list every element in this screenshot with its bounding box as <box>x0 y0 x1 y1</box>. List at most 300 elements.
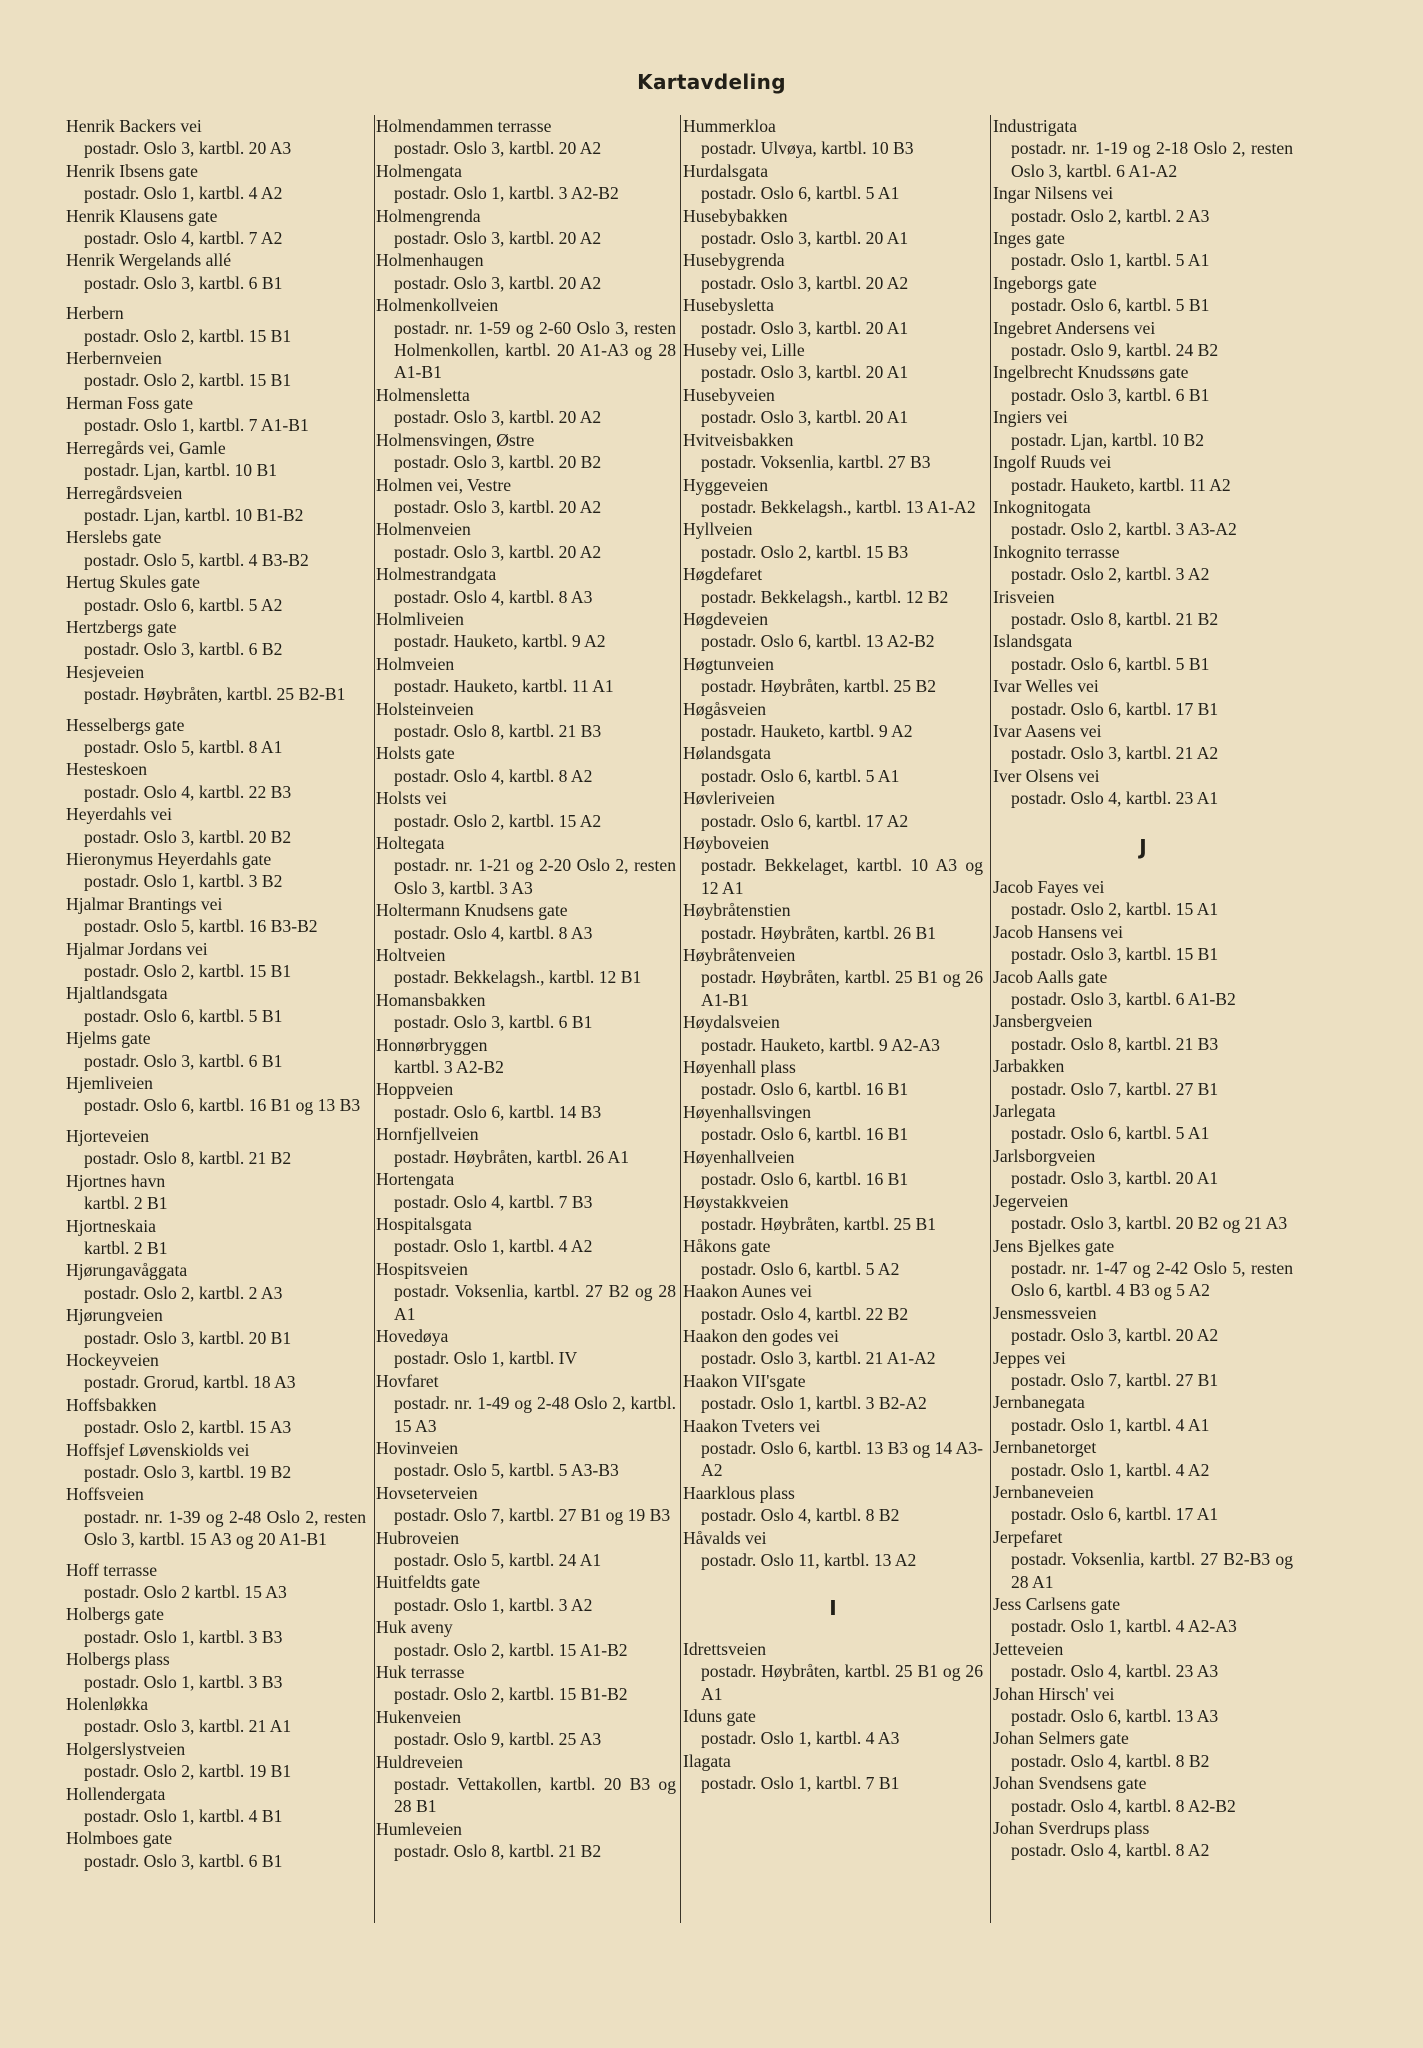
postal-address: postadr. Oslo 2, kartbl. 2 A3 <box>84 1282 283 1303</box>
street-entry <box>683 1325 983 1370</box>
postal-address: postadr. Hauketo, kartbl. 9 A2 <box>394 631 606 652</box>
postal-address: postadr. Voksenlia, kartbl. 27 B2 og 28 A1 <box>394 1281 676 1324</box>
street-name: Haakon VII'sgate <box>683 1370 806 1391</box>
postal-address: postadr. Høybråten, kartbl. 25 B1 og 26 A1 <box>701 1661 983 1704</box>
street-name: Hjalmar Jordans vei <box>66 938 208 959</box>
street-entry <box>683 899 983 944</box>
postal-address: postadr. Oslo 1, kartbl. 4 A2-A3 <box>1011 1616 1237 1637</box>
street-name: Holmboes gate <box>66 1828 173 1849</box>
street-name: Holsteinveien <box>376 698 474 719</box>
street-entry <box>66 1483 366 1550</box>
street-entry <box>376 1213 676 1258</box>
postal-address: kartbl. 2 B1 <box>84 1237 168 1258</box>
street-name: Ingar Nilsens vei <box>993 183 1114 204</box>
postal-address: postadr. Ulvøya, kartbl. 10 B3 <box>701 138 914 159</box>
street-entry <box>683 1101 983 1146</box>
street-entry <box>683 115 983 160</box>
street-entry <box>683 1705 983 1750</box>
postal-address: postadr. Oslo 6, kartbl. 14 B3 <box>394 1101 602 1122</box>
street-name: Hovseterveien <box>376 1482 478 1503</box>
street-entry <box>376 429 676 474</box>
section-letter: I <box>829 1596 837 1621</box>
street-entry <box>376 944 676 989</box>
street-entry <box>376 1034 676 1079</box>
postal-address: postadr. Oslo 9, kartbl. 24 B2 <box>1011 340 1219 361</box>
postal-address: postadr. Oslo 1, kartbl. 3 B3 <box>84 1626 283 1647</box>
postal-address: postadr. Oslo 4, kartbl. 8 A2 <box>1011 1840 1210 1861</box>
street-entry <box>993 921 1293 966</box>
street-entry <box>993 1526 1293 1593</box>
postal-address: postadr. Oslo 3, kartbl. 6 B1 <box>1011 384 1210 405</box>
postal-address: postadr. Oslo 6, kartbl. 5 A1 <box>701 183 900 204</box>
street-name: Hesteskoen <box>66 759 148 780</box>
street-name: Hovinveien <box>376 1437 459 1458</box>
postal-address: postadr. Oslo 1, kartbl. 4 B1 <box>84 1806 283 1827</box>
street-name: Haakon Aunes vei <box>683 1281 812 1302</box>
street-name: Holtveien <box>376 945 446 966</box>
postal-address: postadr. Oslo 3, kartbl. 20 A2 <box>394 407 602 428</box>
street-entry <box>66 249 366 294</box>
postal-address: postadr. Bekkelagsh., kartbl. 12 B1 <box>394 967 642 988</box>
street-entry <box>66 302 366 347</box>
street-entry <box>66 893 366 938</box>
street-name: Håkons gate <box>683 1236 771 1257</box>
postal-address: postadr. Oslo 7, kartbl. 27 B1 <box>1011 1369 1219 1390</box>
postal-address: postadr. Oslo 5, kartbl. 4 B3-B2 <box>84 549 309 570</box>
street-entry <box>376 832 676 899</box>
postal-address: postadr. Oslo 3, kartbl. 20 B2 og 21 A3 <box>1011 1213 1288 1234</box>
street-name: Holmestrandgata <box>376 564 497 585</box>
street-name: Huseby vei, Lille <box>683 340 805 361</box>
street-entry <box>993 1638 1293 1683</box>
street-name: Hertug Skules gate <box>66 572 200 593</box>
street-name: Henrik Ibsens gate <box>66 160 198 181</box>
postal-address: postadr. Bekkelagsh., kartbl. 13 A1-A2 <box>701 496 976 517</box>
postal-address: postadr. nr. 1-21 og 2-20 Oslo 2, resten Oslo 3, kartbl. 3 A3 <box>394 855 676 898</box>
postal-address: postadr. Oslo 3, kartbl. 20 A1 <box>701 362 909 383</box>
street-entry <box>66 1439 366 1484</box>
postal-address: postadr. Oslo 3, kartbl. 19 B2 <box>84 1461 292 1482</box>
postal-address: postadr. Oslo 3, kartbl. 6 B2 <box>84 639 283 660</box>
street-entry <box>683 339 983 384</box>
street-entry <box>376 205 676 250</box>
postal-address: postadr. Oslo 3, kartbl. 6 B1 <box>84 272 283 293</box>
postal-address: postadr. Oslo 3, kartbl. 20 A2 <box>394 541 602 562</box>
street-entry <box>993 1436 1293 1481</box>
street-entry <box>376 899 676 944</box>
street-entry <box>683 653 983 698</box>
postal-address: postadr. Oslo 3, kartbl. 20 A1 <box>701 407 909 428</box>
postal-address: postadr. nr. 1-47 og 2-42 Oslo 5, resten Oslo 6, kartbl. 4 B3 og 5 A2 <box>1011 1257 1293 1301</box>
postal-address: postadr. Oslo 6, kartbl. 16 B1 <box>701 1169 909 1190</box>
street-entry <box>376 1370 676 1437</box>
street-name: Hjalmar Brantings vei <box>66 893 223 914</box>
postal-address: postadr. Oslo 1, kartbl. 4 A2 <box>1011 1459 1210 1480</box>
postal-address: postadr. Oslo 6, kartbl. 16 B1 <box>701 1079 909 1100</box>
postal-address: postadr. Grorud, kartbl. 18 A3 <box>84 1372 296 1393</box>
street-entry <box>993 541 1293 586</box>
street-entry <box>66 1304 366 1349</box>
street-entry <box>376 1751 676 1818</box>
street-entry <box>376 1123 676 1168</box>
street-name: Johan Svendsens gate <box>993 1773 1147 1794</box>
street-name: Holmengata <box>376 160 462 181</box>
street-name: Hovedøya <box>376 1325 449 1346</box>
street-name: Jernbanegata <box>993 1392 1085 1413</box>
street-name: Hølandsgata <box>683 743 771 764</box>
postal-address: postadr. nr. 1-59 og 2-60 Oslo 3, resten Holmenkollen, kartbl. 20 A1-A3 og 28 A1-B1 <box>394 317 676 383</box>
street-name: Ivar Welles vei <box>993 676 1099 697</box>
street-entry <box>66 1559 366 1604</box>
postal-address: postadr. Oslo 2, kartbl. 15 B1 <box>84 325 292 346</box>
postal-address: postadr. Oslo 5, kartbl. 24 A1 <box>394 1550 602 1570</box>
street-name: Johan Selmers gate <box>993 1728 1129 1749</box>
street-entry <box>993 586 1293 631</box>
street-name: Hortengata <box>376 1169 455 1190</box>
street-entry <box>376 160 676 205</box>
street-name: Heyerdahls vei <box>66 804 173 825</box>
street-entry <box>376 787 676 832</box>
street-entry <box>683 1750 983 1795</box>
postal-address: postadr. Oslo 4, kartbl. 7 A2 <box>84 228 283 249</box>
postal-address: postadr. Oslo 8, kartbl. 21 B2 <box>1011 608 1219 629</box>
postal-address: postadr. Oslo 2, kartbl. 3 A3-A2 <box>1011 519 1237 540</box>
street-name: Jerpefaret <box>993 1526 1063 1547</box>
street-entry <box>993 115 1293 182</box>
street-entry <box>683 518 983 563</box>
street-entry <box>376 115 676 160</box>
postal-address: postadr. Oslo 2 kartbl. 15 A3 <box>84 1582 287 1602</box>
street-name: Jernbaneveien <box>993 1481 1094 1502</box>
street-name: Hjorteveien <box>66 1125 150 1146</box>
postal-address: postadr. Oslo 3, kartbl. 6 B1 <box>84 1050 283 1071</box>
street-entry <box>66 1349 366 1394</box>
street-name: Herman Foss gate <box>66 392 194 413</box>
street-entry <box>993 1593 1293 1638</box>
street-name: Høvleriveien <box>683 788 775 809</box>
postal-address: postadr. Oslo 3, kartbl. 6 A1-B2 <box>1011 989 1236 1010</box>
street-entry <box>376 249 676 294</box>
street-name: Høyenhall plass <box>683 1057 796 1078</box>
street-entry <box>66 1215 366 1260</box>
street-name: Hoffsjef Løvenskiolds vei <box>66 1439 250 1460</box>
street-entry <box>66 1603 366 1648</box>
street-name: Hoffsveien <box>66 1484 144 1505</box>
street-name: Herregårdsveien <box>66 482 183 503</box>
street-name: Holmenkollveien <box>376 295 499 316</box>
street-entry <box>66 1259 366 1304</box>
postal-address: postadr. Oslo 4, kartbl. 22 B3 <box>84 781 292 802</box>
street-name: Ivar Aasens vei <box>993 720 1102 741</box>
postal-address: postadr. Oslo 7, kartbl. 27 B1 <box>1011 1078 1219 1099</box>
postal-address: postadr. nr. 1-49 og 2-48 Oslo 2, kartbl. 15 A3 <box>394 1393 676 1436</box>
postal-address: postadr. Oslo 4, kartbl. 8 B2 <box>1011 1750 1210 1771</box>
postal-address: postadr. Oslo 5, kartbl. 5 A3-B3 <box>394 1460 619 1481</box>
street-name: Hjørungveien <box>66 1305 163 1326</box>
street-entry <box>993 1190 1293 1235</box>
street-name: Ingiers vei <box>993 407 1068 428</box>
postal-address: postadr. Bekkelagsh., kartbl. 12 B2 <box>701 586 949 607</box>
street-entry <box>376 1616 676 1661</box>
street-entry <box>66 392 366 437</box>
street-entry <box>993 1727 1293 1772</box>
street-name: Høyenhallsvingen <box>683 1101 812 1122</box>
street-entry <box>993 272 1293 317</box>
street-entry <box>683 160 983 205</box>
postal-address: postadr. nr. 1-39 og 2-48 Oslo 2, resten Oslo 3, kartbl. 15 A3 og 20 A1-B1 <box>84 1506 366 1550</box>
street-entry <box>993 1683 1293 1728</box>
street-entry <box>66 938 366 983</box>
street-name: Jacob Fayes vei <box>993 877 1105 897</box>
postal-address: postadr. Høybråten, kartbl. 25 B2 <box>701 676 937 697</box>
street-entry <box>66 482 366 527</box>
postal-address: postadr. Oslo 6, kartbl. 5 B1 <box>1011 295 1210 316</box>
postal-address: postadr. Oslo 3, kartbl. 21 A1 <box>84 1716 292 1737</box>
postal-address: postadr. Oslo 3, kartbl. 20 A1 <box>701 317 909 338</box>
postal-address: postadr. Oslo 1, kartbl. 3 B3 <box>84 1671 283 1692</box>
street-name: Holmenveien <box>376 519 471 540</box>
street-name: Henrik Klausens gate <box>66 205 218 226</box>
postal-address: postadr. Hauketo, kartbl. 11 A1 <box>394 676 614 697</box>
postal-address: postadr. Oslo 1, kartbl. 7 A1-B1 <box>84 415 309 436</box>
street-name: Høgtunveien <box>683 653 774 674</box>
postal-address: postadr. Oslo 3, kartbl. 20 A3 <box>84 138 292 159</box>
postal-address: postadr. Oslo 5, kartbl. 8 A1 <box>84 736 283 757</box>
postal-address: postadr. Oslo 4, kartbl. 23 A3 <box>1011 1661 1219 1682</box>
street-name: Holmensletta <box>376 384 470 405</box>
street-entry <box>993 1772 1293 1817</box>
postal-address: postadr. Oslo 2, kartbl. 15 A1-B2 <box>394 1639 628 1660</box>
street-entry <box>376 1258 676 1325</box>
street-entry <box>376 474 676 519</box>
column-divider <box>990 115 991 1923</box>
street-entry <box>66 347 366 392</box>
postal-address: postadr. Oslo 1, kartbl. 4 A1 <box>1011 1414 1210 1435</box>
street-entry <box>683 1056 983 1101</box>
postal-address: postadr. Oslo 2, kartbl. 2 A3 <box>1011 205 1210 226</box>
street-name: Holbergs plass <box>66 1649 170 1670</box>
street-name: Holmensvingen, Østre <box>376 429 535 450</box>
street-name: Hesjeveien <box>66 661 145 682</box>
street-entry <box>376 384 676 429</box>
postal-address: postadr. Oslo 6, kartbl. 16 B1 <box>701 1124 909 1145</box>
street-name: Hornfjellveien <box>376 1124 479 1145</box>
street-entry <box>376 563 676 608</box>
street-name: Holsts vei <box>376 788 447 809</box>
postal-address: postadr. Oslo 2, kartbl. 3 A2 <box>1011 564 1210 585</box>
street-entry <box>66 1072 366 1117</box>
postal-address: postadr. Oslo 2, kartbl. 19 B1 <box>84 1761 292 1782</box>
street-name: Haarklous plass <box>683 1482 795 1503</box>
postal-address: postadr. Oslo 6, kartbl. 5 A2 <box>701 1258 900 1279</box>
street-entry <box>993 317 1293 362</box>
street-name: Hubroveien <box>376 1527 460 1548</box>
street-name: Iver Olsens vei <box>993 765 1100 786</box>
street-name: Husebyveien <box>683 384 775 405</box>
street-name: Huk terrasse <box>376 1662 465 1683</box>
street-entry <box>993 876 1293 921</box>
street-entry <box>683 1191 983 1236</box>
postal-address: postadr. Oslo 3, kartbl. 20 A2 <box>701 272 909 293</box>
street-entry <box>376 653 676 698</box>
postal-address: postadr. Oslo 3, kartbl. 20 B2 <box>394 452 602 473</box>
street-entry <box>66 526 366 571</box>
street-name: Huitfeldts gate <box>376 1572 481 1593</box>
postal-address: postadr. Oslo 1, kartbl. 4 A2 <box>84 183 283 204</box>
street-entry <box>683 832 983 899</box>
postal-address: postadr. Hauketo, kartbl. 9 A2 <box>701 720 913 741</box>
street-entry <box>66 1027 366 1072</box>
street-name: Jarlegata <box>993 1101 1056 1122</box>
postal-address: postadr. Oslo 1, kartbl. 4 A3 <box>701 1728 900 1749</box>
street-entry <box>376 1706 676 1751</box>
street-name: Jernbanetorget <box>993 1437 1097 1458</box>
postal-address: postadr. Oslo 6, kartbl. 17 A1 <box>1011 1504 1219 1525</box>
postal-address: postadr. Hauketo, kartbl. 9 A2-A3 <box>701 1034 940 1055</box>
street-entry <box>683 294 983 339</box>
street-name: Hjortnes havn <box>66 1170 166 1191</box>
street-name: Hyggeveien <box>683 474 769 495</box>
street-entry <box>376 742 676 787</box>
street-name: Holtermann Knudsens gate <box>376 900 568 921</box>
street-name: Hurdalsgata <box>683 160 769 181</box>
postal-address: postadr. Oslo 6, kartbl. 17 B1 <box>1011 698 1219 719</box>
street-name: Ilagata <box>683 1750 731 1771</box>
street-name: Hertzbergs gate <box>66 616 177 637</box>
street-name: Jarlsborgveien <box>993 1145 1096 1166</box>
postal-address: postadr. Oslo 4, kartbl. 22 B2 <box>701 1303 909 1324</box>
postal-address: postadr. Oslo 6, kartbl. 5 B1 <box>1011 653 1210 674</box>
street-entry <box>683 249 983 294</box>
street-entry <box>993 406 1293 451</box>
street-name: Herbernveien <box>66 348 162 369</box>
street-name: Holmliveien <box>376 608 464 629</box>
postal-address: postadr. Oslo 1, kartbl. 3 A2 <box>394 1594 593 1615</box>
postal-address: postadr. Oslo 3, kartbl. 6 B1 <box>394 1012 593 1033</box>
street-name: Honnørbryggen <box>376 1034 488 1055</box>
postal-address: postadr. Oslo 6, kartbl. 17 A2 <box>701 810 909 831</box>
street-entry <box>683 205 983 250</box>
street-name: Holmenhaugen <box>376 250 484 271</box>
street-entry <box>376 608 676 653</box>
street-entry <box>66 1125 366 1170</box>
street-name: Islandsgata <box>993 631 1073 652</box>
street-entry <box>66 1648 366 1693</box>
street-name: Ingelbrecht Knudssøns gate <box>993 362 1189 383</box>
street-name: Herslebs gate <box>66 527 162 548</box>
postal-address: postadr. Oslo 4, kartbl. 8 B2 <box>701 1505 900 1526</box>
postal-address: postadr. Oslo 2, kartbl. 15 A2 <box>394 810 602 831</box>
street-entry <box>683 1482 983 1527</box>
street-entry <box>683 1280 983 1325</box>
street-entry <box>683 742 983 787</box>
street-entry <box>993 1347 1293 1392</box>
street-name: Henrik Backers vei <box>66 116 202 136</box>
street-name: Herregårds vei, Gamle <box>66 437 226 458</box>
street-entry <box>66 848 366 893</box>
postal-address: postadr. Oslo 8, kartbl. 21 B3 <box>1011 1033 1219 1054</box>
street-name: Holenløkka <box>66 1694 149 1715</box>
postal-address: kartbl. 2 B1 <box>84 1193 168 1214</box>
postal-address: postadr. Oslo 3, kartbl. 20 A2 <box>394 138 602 159</box>
street-entry <box>993 1481 1293 1526</box>
postal-address: postadr. Oslo 6, kartbl. 5 B1 <box>84 1005 283 1026</box>
postal-address: postadr. Oslo 1, kartbl. 3 B2 <box>84 871 283 892</box>
street-entry <box>66 205 366 250</box>
postal-address: kartbl. 3 A2-B2 <box>394 1057 504 1078</box>
street-entry <box>683 787 983 832</box>
postal-address: postadr. Oslo 3, kartbl. 21 A2 <box>1011 743 1219 764</box>
street-name: Høystakkveien <box>683 1191 789 1212</box>
postal-address: postadr. Oslo 4, kartbl. 23 A1 <box>1011 788 1219 809</box>
postal-address: postadr. Bekkelaget, kartbl. 10 A3 og 12 A1 <box>701 855 983 898</box>
postal-address: postadr. Oslo 3, kartbl. 20 B1 <box>84 1327 292 1348</box>
street-entry <box>993 1235 1293 1302</box>
street-entry <box>993 1055 1293 1100</box>
street-entry <box>683 1011 983 1056</box>
street-name: Jacob Aalls gate <box>993 966 1108 987</box>
street-entry <box>993 765 1293 810</box>
postal-address: postadr. Oslo 3, kartbl. 15 B1 <box>1011 944 1219 965</box>
street-name: Høyboveien <box>683 833 769 853</box>
postal-address: postadr. Oslo 5, kartbl. 16 B3-B2 <box>84 916 318 937</box>
postal-address: postadr. Oslo 3, kartbl. 20 A2 <box>394 496 602 517</box>
street-entry <box>376 1571 676 1616</box>
postal-address: postadr. Oslo 6, kartbl. 13 B3 og 14 A3-A2 <box>701 1437 983 1481</box>
street-name: Hjaltlandsgata <box>66 983 168 1004</box>
index-column-1 <box>66 115 366 1872</box>
street-name: Johan Sverdrups plass <box>993 1818 1150 1839</box>
street-name: Homansbakken <box>376 989 486 1010</box>
street-entry <box>66 1693 366 1738</box>
column-divider <box>374 115 375 1923</box>
street-name: Herbern <box>66 303 124 324</box>
postal-address: postadr. Oslo 6, kartbl. 5 A2 <box>84 594 283 615</box>
postal-address: postadr. Høybråten, kartbl. 26 B1 <box>701 922 937 943</box>
postal-address: postadr. Oslo 1, kartbl. 3 A2-B2 <box>394 183 619 204</box>
street-entry <box>683 1235 983 1280</box>
postal-address: postadr. Oslo 4, kartbl. 8 A3 <box>394 922 593 943</box>
street-name: Hoff terrasse <box>66 1559 158 1580</box>
street-name: Håvalds vei <box>683 1527 767 1548</box>
street-entry <box>993 1302 1293 1347</box>
street-name: Holgerslystveien <box>66 1738 186 1759</box>
postal-address: postadr. Oslo 8, kartbl. 21 B3 <box>394 720 602 741</box>
street-entry <box>66 616 366 661</box>
street-name: Jarbakken <box>993 1056 1065 1077</box>
street-name: Høgåsveien <box>683 698 767 719</box>
street-entry <box>66 571 366 616</box>
street-entry <box>376 518 676 563</box>
street-entry <box>66 115 366 160</box>
street-name: Haakon Tveters vei <box>683 1415 821 1436</box>
street-entry <box>66 1827 366 1872</box>
street-entry <box>993 1391 1293 1436</box>
street-name: Hoppveien <box>376 1079 454 1100</box>
postal-address: postadr. Oslo 1, kartbl. 3 B2-A2 <box>701 1393 927 1414</box>
street-name: Hesselbergs gate <box>66 714 185 735</box>
street-entry <box>66 1394 366 1439</box>
street-entry <box>376 1325 676 1370</box>
street-entry <box>66 160 366 205</box>
street-entry <box>376 1168 676 1213</box>
street-entry <box>66 437 366 482</box>
postal-address: postadr. Oslo 8, kartbl. 21 B2 <box>394 1841 602 1862</box>
street-name: Idrettsveien <box>683 1638 767 1659</box>
street-name: Høydalsveien <box>683 1012 780 1033</box>
street-name: Holmveien <box>376 653 455 674</box>
street-name: Haakon den godes vei <box>683 1325 839 1346</box>
